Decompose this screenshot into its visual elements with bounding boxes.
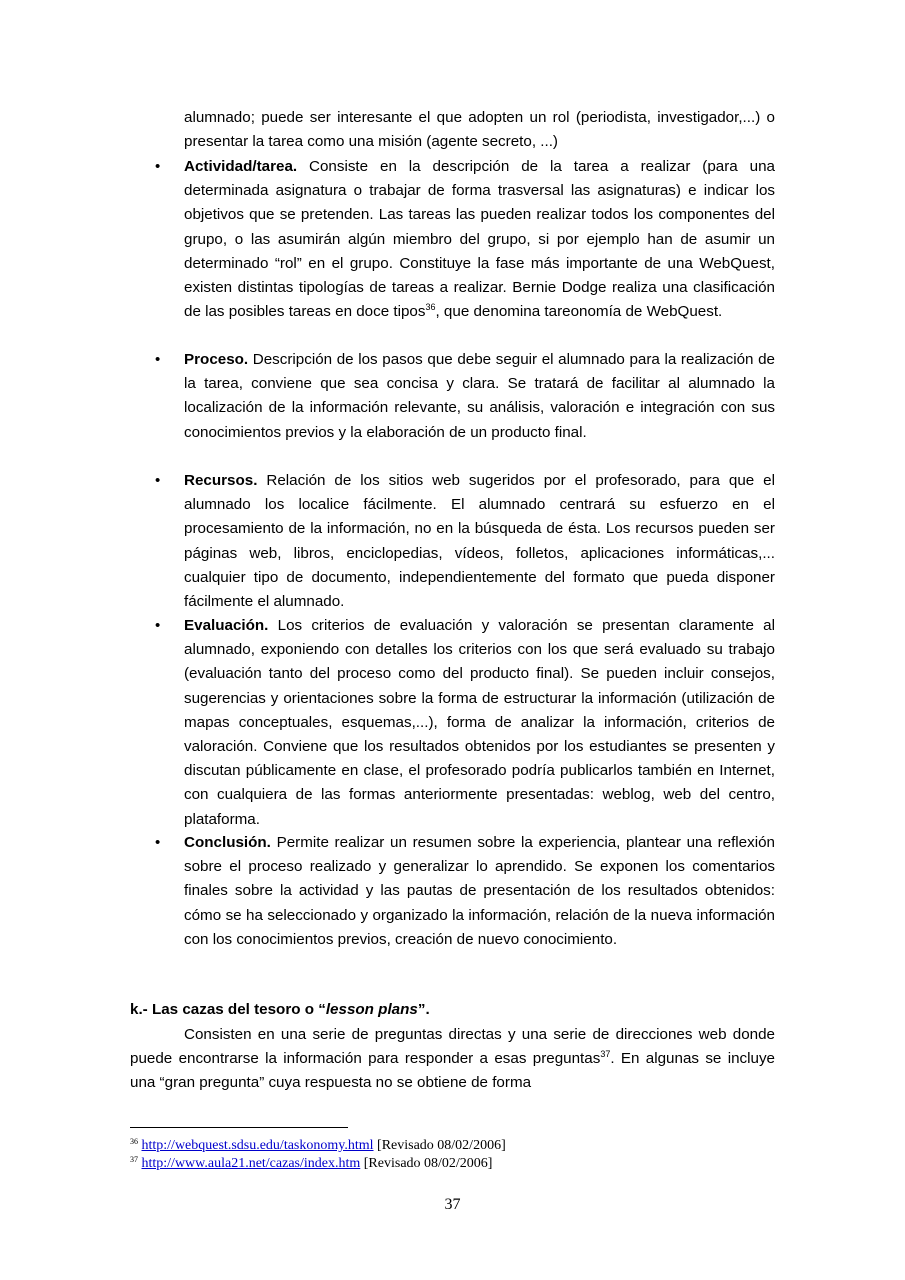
bullet-marker: • <box>155 834 161 851</box>
footnote-number: 36 <box>130 1137 138 1146</box>
bullet-text: Consiste en la descripción de la tarea a realizar (para una determinada asignatura o trabajar de forma trasversal las asignaturas) e indicar los objetivos que se pretenden. Las tareas las pueden realizar todos los componentes del grupo, o las asumirán algún miembro del grupo, si por ejemplo han de asumir un determinado “rol” en el grupo. Constituye la fase más importante de una WebQuest, existen distintas tipologías de tareas a realizar. Bernie Dodge realiza una clasificación de las posibles tareas en doce tipos <box>184 158 775 321</box>
footnote-37 <box>130 1155 492 1172</box>
section-heading <box>130 998 430 1022</box>
heading-text: k.- Las cazas del tesoro o “ <box>130 1001 326 1018</box>
bullet-term: Recursos. <box>184 472 258 489</box>
footnote-note: [Revisado 08/02/2006] <box>373 1138 506 1153</box>
bullet-marker: • <box>155 472 161 489</box>
page-number: 37 <box>444 1196 461 1213</box>
heading-text-end: ”. <box>417 1001 430 1018</box>
footnote-number: 37 <box>130 1155 138 1164</box>
bullet-item-evaluacion <box>184 614 775 832</box>
intro-paragraph: alumnado; puede ser interesante el que adopten un rol (periodista, investigador,...) o presentar la tarea como una misión (agente secreto, ...) <box>184 109 775 151</box>
bullet-text-end: , que denomina tareonomía de WebQuest. <box>435 303 723 321</box>
bullet-text: Los criterios de evaluación y valoración se presentan claramente al alumnado, exponiendo con detalles los criterios con los que será evaluado su trabajo (evaluación tanto del proceso como del producto final). Se pueden incluir consejos, sugerencias y orientaciones sobre la forma de estructurar la información (utilización de mapas conceptuales, esquemas,...), forma de analizar la información, criterios de valoración. Conviene que los resultados obtenidos por los estudiantes se presenten y discutan públicamente en clase, el profesorado podría publicarlos también en Internet, con cualquiera de las formas anteriormente presentadas: weblog, web del centro, plataforma. <box>184 617 775 828</box>
bullet-item-conclusion <box>184 831 775 952</box>
bullet-marker: • <box>155 351 161 368</box>
footnote-ref[interactable]: 36 <box>425 302 436 313</box>
section-text-end: . En algunas se incluye una “gran pregunta” cuya respuesta no se obtiene de forma <box>130 1050 775 1092</box>
footnote-ref[interactable]: 37 <box>600 1049 611 1060</box>
footnote-36 <box>130 1137 506 1154</box>
footnote-link[interactable]: http://www.aula21.net/cazas/index.htm <box>141 1156 361 1171</box>
bullet-text: Permite realizar un resumen sobre la experiencia, plantear una reflexión sobre el proceso realizado y generalizar lo aprendido. Se exponen los comentarios finales sobre la actividad y las pautas de presentación de los resultados obtenidos: cómo se ha seleccionado y organizado la información, relación de la nueva información con los conocimientos previos, creación de nuevo conocimiento. <box>184 834 775 948</box>
bullet-term: Actividad/tarea. <box>184 158 298 175</box>
heading-italic: lesson plans <box>325 1001 418 1018</box>
footnote-divider <box>130 1127 348 1128</box>
bullet-item-actividad <box>184 155 775 324</box>
bullet-text: Relación de los sitios web sugeridos por el profesorado, para que el alumnado los localice fácilmente. El alumnado centrará su esfuerzo en el procesamiento de la información, no en la búsqueda de ésta. Los recursos pueden ser páginas web, libros, enciclopedias, vídeos, folletos, aplicaciones informáticas,... cualquier tipo de documento, independientemente del formato que pueda disponer fácilmente el alumnado. <box>184 472 775 611</box>
bullet-term: Proceso. <box>184 351 249 368</box>
section-paragraph <box>130 1023 775 1096</box>
bullet-term: Evaluación. <box>184 617 269 634</box>
footnote-note: [Revisado 08/02/2006] <box>360 1156 493 1171</box>
section-text: Consisten en una serie de preguntas directas y una serie de direcciones web donde puede encontrarse la información para responder a esas preguntas <box>130 1026 775 1068</box>
bullet-item-recursos <box>184 469 775 614</box>
bullet-term: Conclusión. <box>184 834 271 851</box>
bullet-item-proceso <box>184 348 775 445</box>
bullet-text: Descripción de los pasos que debe seguir el alumnado para la realización de la tarea, conviene que sea concisa y clara. Se tratará de facilitar al alumnado la localización de la información relevante, su análisis, valoración e integración con sus conocimientos previos y la elaboración de un producto final. <box>184 351 775 441</box>
footnote-link[interactable]: http://webquest.sdsu.edu/taskonomy.html <box>141 1138 374 1153</box>
bullet-marker: • <box>155 617 161 634</box>
bullet-marker: • <box>155 158 161 175</box>
